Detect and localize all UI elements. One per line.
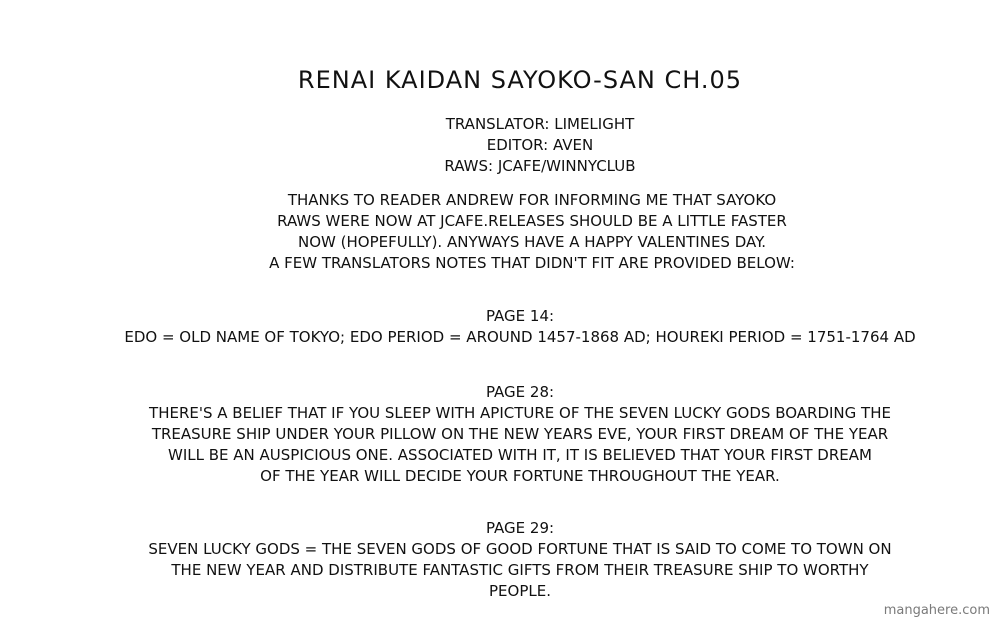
note-heading: PAGE 29: [485,519,555,537]
credit-editor: EDITOR: AVEN [486,136,594,154]
site-watermark: mangahere.com [883,603,990,618]
note-line: PEOPLE. [489,582,551,600]
credit-translator: TRANSLATOR: LIMELIGHT [445,115,635,133]
intro-line: A FEW TRANSLATORS NOTES THAT DIDN'T FIT ARE PROVIDED BELOW: [269,254,795,272]
note-page-28 [20,382,1000,487]
credit-raws: RAWS: JCAFE/WINNYCLUB [444,157,636,175]
credits-block [40,114,1000,177]
note-line: EDO = OLD NAME OF TOKYO; EDO PERIOD = AROUND 1457-1868 AD; HOUREKI PERIOD = 1751-1764 AD [124,328,916,346]
note-line: SEVEN LUCKY GODS = THE SEVEN GODS OF GOOD FORTUNE THAT IS SAID TO COME TO TOWN ON [148,540,892,558]
intro-line: NOW (HOPEFULLY). ANYWAYS HAVE A HAPPY VALENTINES DAY. [298,233,766,251]
intro-line: THANKS TO READER ANDREW FOR INFORMING ME THAT SAYOKO [287,191,777,209]
note-line: WILL BE AN AUSPICIOUS ONE. ASSOCIATED WITH IT, IT IS BELIEVED THAT YOUR FIRST DREAM [168,446,872,464]
note-line: THERE'S A BELIEF THAT IF YOU SLEEP WITH APICTURE OF THE SEVEN LUCKY GODS BOARDING THE [149,404,891,422]
note-line: TREASURE SHIP UNDER YOUR PILLOW ON THE NEW YEARS EVE, YOUR FIRST DREAM OF THE YEAR [151,425,889,443]
note-heading: PAGE 14: [485,307,555,325]
note-line: THE NEW YEAR AND DISTRIBUTE FANTASTIC GIFTS FROM THEIR TREASURE SHIP TO WORTHY [171,561,869,579]
page-title: RENAI KAIDAN SAYOKO-SAN CH.05 [297,66,743,94]
note-page-29 [20,518,1000,602]
note-line: OF THE YEAR WILL DECIDE YOUR FORTUNE THROUGHOUT THE YEAR. [260,467,780,485]
note-page-14 [20,306,1000,348]
intro-line: RAWS WERE NOW AT JCAFE.RELEASES SHOULD BE A LITTLE FASTER [277,212,787,230]
note-heading: PAGE 28: [485,383,555,401]
intro-paragraph [32,190,1000,274]
